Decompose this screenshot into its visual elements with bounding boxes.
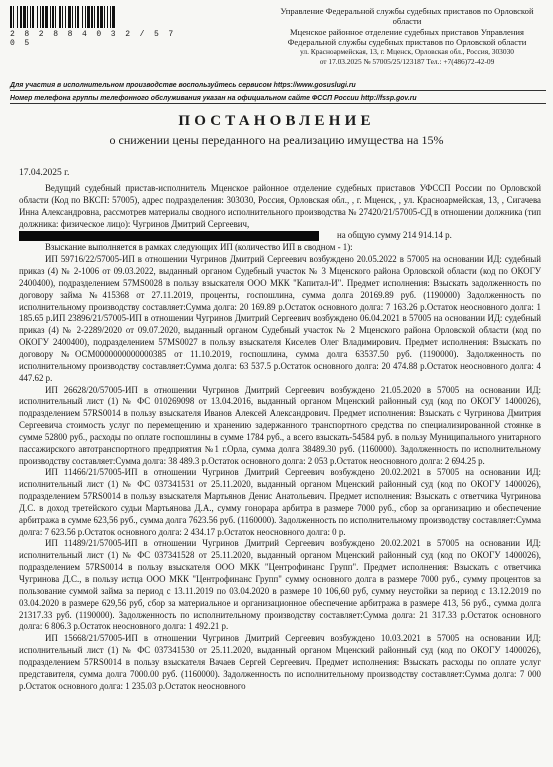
org-address-1: ул. Красноармейская, 13, г. Мценск, Орловская обл., Россия, 303030 [300, 47, 514, 57]
barcode-bars [10, 6, 180, 28]
org-address-2: от 17.03.2025 № 57005/25/123187 Тел.: +7(486)72-42-09 [319, 56, 495, 66]
org-line-3: Мценское районное отделение судебных приставов Управления [290, 26, 524, 37]
ip-item-2: ИП 26628/20/57005-ИП в отношении Чугринов Дмитрий Сергеевич возбуждено 21.05.2020 в 57005 на основании ИД: исполнительный лист (1) № ФС 010269098 от 13.04.2016, выданный органом Мценский районный суд (код по ОКОГУ 1400026), подразделением 57RS0014 в пользу взыскателя Иванов Алексей Александрович. Предмет исполнения: Взыскать с Чугринова Дмитрия Сергеевича стоимость услуг по перемещению и хранению задержанного транспортного средства по специализированной стоянке в сумме 52800 руб., расходы по оплате госпошлины в сумме 1784 руб., а всего взыскать-54584 руб. в пользу Муниципального унитарного пассажирского автотранспортного предприятия №1 г.Орла, сумма долга 38489.30 руб. (1160000). Задолженность по исполнительному производству составляет:Сумма долга: 38 489.3 р.Остаток основного долга: 2 053 р.Остаток неосновного долга: 2 694.25 р. [19, 384, 541, 466]
barcode-bar [115, 6, 117, 28]
document-title: ПОСТАНОВЛЕНИЕ [178, 113, 375, 129]
total-sum: на общую сумму 214 914.14 р. [337, 230, 452, 241]
org-line-2: области [392, 16, 422, 27]
redacted-line [19, 230, 541, 242]
gosuslugi-notice: Для участия в исполнительном производстве воспользуйтесь сервисом https://www.gosuslugi.ru [10, 82, 546, 91]
document-subtitle: о снижении цены переданного на реализацию имущества на 15% [109, 133, 444, 147]
ip-item-4: ИП 11489/21/57005-ИП в отношении Чугринов Дмитрий Сергеевич возбуждено 20.02.2021 в 57005 на основании ИД: исполнительный лист (1) № ФС 037341528 от 25.11.2020, выданный органом Мценский районный суд (код по ОКОГУ 1400026), подразделением 57RS0014 в пользу взыскателя ООО МКК "Центрофинанс Групп". Предмет исполнения: Взыскать с ответчика Чугринова Д.С., в пользу истца ООО МКК "Центрофинанс Групп" сумму основного долга в размере 7000 руб., сумму процентов за пользование суммой займа за период с 13.11.2019 по 03.04.2020 в размере 10 106,60 руб, сумму неустойки за период с 13.12.2019 по 03.04.2020 в размере 629,56 руб, сбор за материальное и организационное обеспечение арбитража в размере 413, 56 руб., сумма долга 21317.33 руб. (1190000). Задолженность по исполнительному производству составляет:Сумма долга: 21 317.33 р.Остаток основного долга: 6 806.3 р.Остаток неосновного долга: 1 492.21 р. [19, 538, 541, 632]
barcode [10, 6, 180, 48]
organization-header [262, 6, 552, 66]
barcode-number: 2 8 2 8 8 4 0 3 2 / 5 7 0 5 [10, 30, 176, 48]
recovery-paragraph: Взыскание выполняется в рамках следующих ИП (количество ИП в сводном - 1): [45, 242, 353, 253]
redaction-bar [19, 231, 319, 241]
phone-notice: Номер телефона группы телефонного обслуживания указан на официальном сайте ФССП России http://fssp.gov.ru [10, 95, 546, 104]
ip-item-5: ИП 15668/21/57005-ИП в отношении Чугринов Дмитрий Сергеевич возбуждено 10.03.2021 в 57005 на основании ИД: исполнительный лист (1) № ФС 037341530 от 25.11.2020, выданный органом Мценский районный суд (код по ОКОГУ 1400026), подразделением 57RS0014 в пользу взыскателя Вачаев Сергей Сергеевич. Предмет исполнения: Взыскать расходы по оплате услуг представителя, сумма долга 7000.00 руб. (1160000). Задолженность по исполнительному производству составляет:Сумма долга: 7 000 р.Остаток основного долга: 1 235.03 р.Остаток неосновного [19, 633, 541, 691]
intro-paragraph: Ведущий судебный пристав-исполнитель Мценское районное отделение судебных приставов УФССП России по Орловской области (Код по ВКСП: 57005), адрес подразделения: 303030, Россия, Орловская обл., , г. Мценск, , ул. Красноармейская, 13, , Сигачева Инна Александровна, рассмотрев материалы сводного исполнительного производства № 27420/21/57005-СД в отношении должника (тип должника: физическое лицо): Чугринов Дмитрий Сергеевич, [19, 183, 541, 229]
document-body [19, 183, 541, 692]
org-line-1: Управление Федеральной службы судебных приставов по Орловской [280, 6, 534, 16]
org-line-4: Федеральной службы судебных приставов по Орловской области [287, 36, 527, 47]
ip-item-3: ИП 11466/21/57005-ИП в отношении Чугринов Дмитрий Сергеевич возбуждено 20.02.2021 в 57005 на основании ИД: исполнительный лист (1) № ФС 037341531 от 25.11.2020, выданный органом Мценский районный суд (код по ОКОГУ 1400026), подразделением 57RS0014 в пользу взыскателя Мартьянов Денис Анатольевич. Предмет исполнения: Взыскать с ответчика Чугринова Д.С. в доход третейского судьи Мартьянова Д.А., сумму гонорара арбитра в размере 7000 руб., сбор за организацию и обеспечение арбитража в сумме 623,56 руб., сумма долга 7623.56 руб. (1160000). Задолженность по исполнительному производству составляет:Сумма долга: 7 623.56 р.Остаток основного долга: 2 434.17 р.Остаток неосновного долга: 0 р. [19, 467, 541, 537]
document-date: 17.04.2025 г. [19, 168, 70, 178]
ip-item-1: ИП 59716/22/57005-ИП в отношении Чугринов Дмитрий Сергеевич возбуждено 20.05.2022 в 57005 на основании ИД: судебный приказ (4) № 2-1006 от 09.03.2022, выданный органом Судебный участок № 3 Мценского района Орловской области (код по ОКОГУ 2400400), подразделением 57MS0028 в пользу взыскателя ООО МКК "Капитал-И". Предмет исполнения: Взыскать задолженность по договору займа №415368 от 27.11.2019, проценты, госпошлина, сумма долга 20169.89 руб. (1190000) Задолженность по исполнительному производству составляет:Сумма долга: 20 169.89 р.Остаток основного долга: 7 163.26 р.Остаток неосновного долга: 1 185.65 р.ИП 23896/21/57005-ИП в отношении Чугринов Дмитрий Сергеевич возбуждено 06.04.2021 в 57005 на основании ИД: судебный приказ (4) № 2-2289/2020 от 09.07.2020, выданный органом Судебный участок № 2 Мценского района Орловской области (код по ОКОГУ 2400400), подразделением 57MS0027 в пользу взыскателя Киселев Олег Владимирович. Предмет исполнения: Взыскать по договору №ОСМ0000000000000385 от 11.10.2019, госпошлина, сумма долга 63537.50 руб. (1190000). Задолженность по исполнительному производству составляет:Сумма долга: 63 537.5 р.Остаток основного долга: 20 474.88 р.Остаток неосновного долга: 4 447.62 р. [19, 254, 541, 383]
